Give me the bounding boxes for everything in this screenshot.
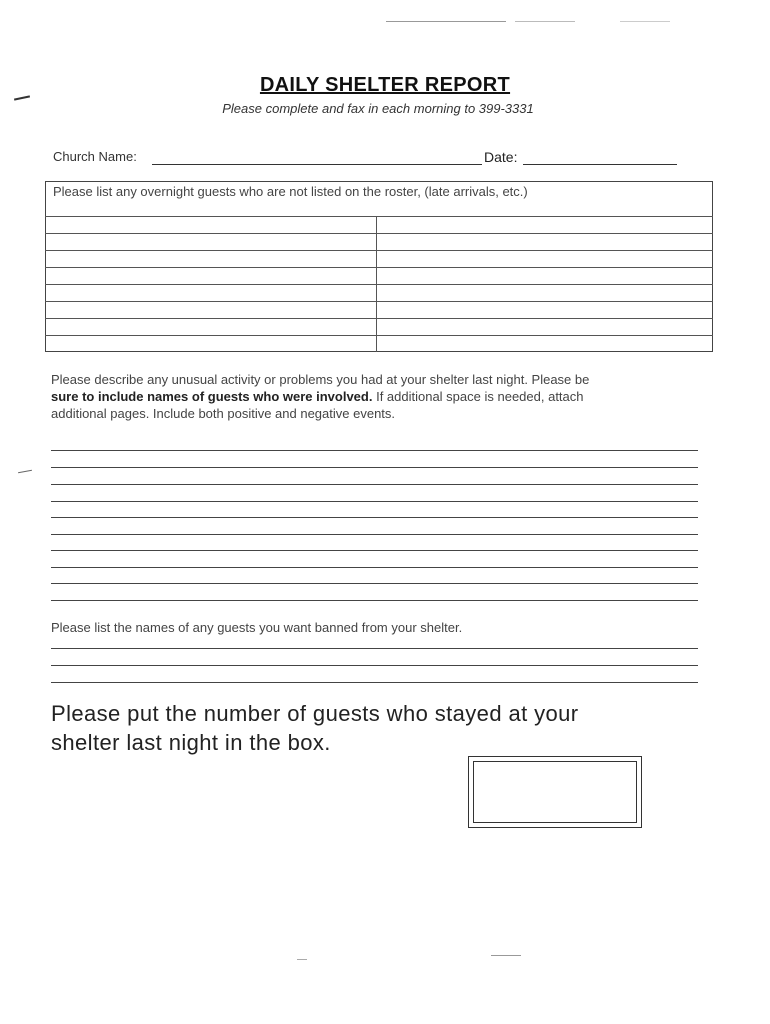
scan-artifact	[386, 21, 506, 22]
guest-count-input[interactable]	[473, 761, 637, 823]
table-row-divider	[45, 233, 713, 234]
unusual-activity-write-line[interactable]	[51, 517, 698, 518]
date-field[interactable]	[523, 164, 677, 165]
unusual-activity-write-line[interactable]	[51, 534, 698, 535]
overnight-guests-instruction: Please list any overnight guests who are not listed on the roster, (late arrivals, etc.)	[53, 184, 528, 199]
banned-guests-label: Please list the names of any guests you want banned from your shelter.	[51, 620, 463, 635]
guest-name-cell[interactable]	[46, 319, 375, 335]
guest-name-cell[interactable]	[46, 285, 375, 301]
unusual-activity-instruction	[51, 371, 711, 422]
page-subtitle: Please complete and fax in each morning to 399-3331	[222, 101, 534, 116]
page-title: DAILY SHELTER REPORT	[259, 74, 511, 96]
scan-artifact	[515, 21, 575, 22]
unusual-activity-write-line[interactable]	[51, 567, 698, 568]
guest-count-line2: shelter last night in the box.	[51, 730, 331, 755]
scan-artifact	[18, 470, 32, 473]
unusual-activity-write-line[interactable]	[51, 550, 698, 551]
unusual-activity-write-line[interactable]	[51, 450, 698, 451]
guest-name-cell[interactable]	[46, 251, 375, 267]
unusual-activity-write-line[interactable]	[51, 600, 698, 601]
table-row-divider	[45, 335, 713, 336]
table-row-divider	[45, 267, 713, 268]
guest-count-instruction	[51, 699, 731, 757]
scan-artifact	[620, 21, 670, 22]
date-label: Date:	[484, 149, 518, 165]
unusual-activity-intro: Please describe any unusual activity or problems you had at your shelter last night. Please be	[51, 372, 590, 387]
guest-count-line1: Please put the number of guests who stayed at your	[51, 701, 579, 726]
church-name-label: Church Name:	[53, 149, 137, 164]
guest-name-cell[interactable]	[377, 285, 712, 301]
church-name-field[interactable]	[152, 164, 482, 165]
unusual-activity-write-line[interactable]	[51, 501, 698, 502]
banned-guests-write-line[interactable]	[51, 648, 698, 649]
guest-name-cell[interactable]	[377, 319, 712, 335]
unusual-activity-continuation: If additional space is needed, attach	[372, 389, 584, 404]
unusual-activity-write-line[interactable]	[51, 467, 698, 468]
guest-name-cell[interactable]	[377, 251, 712, 267]
guest-name-cell[interactable]	[377, 217, 712, 233]
scan-artifact	[297, 959, 307, 960]
banned-guests-write-line[interactable]	[51, 682, 698, 683]
unusual-activity-write-line[interactable]	[51, 583, 698, 584]
guest-name-cell[interactable]	[46, 217, 375, 233]
scan-artifact	[491, 955, 521, 956]
banned-guests-write-line[interactable]	[51, 665, 698, 666]
unusual-activity-emphasis: sure to include names of guests who were involved.	[51, 389, 373, 404]
unusual-activity-write-line[interactable]	[51, 484, 698, 485]
table-row-divider	[45, 301, 713, 302]
unusual-activity-line3: additional pages. Include both positive and negative events.	[51, 406, 396, 421]
